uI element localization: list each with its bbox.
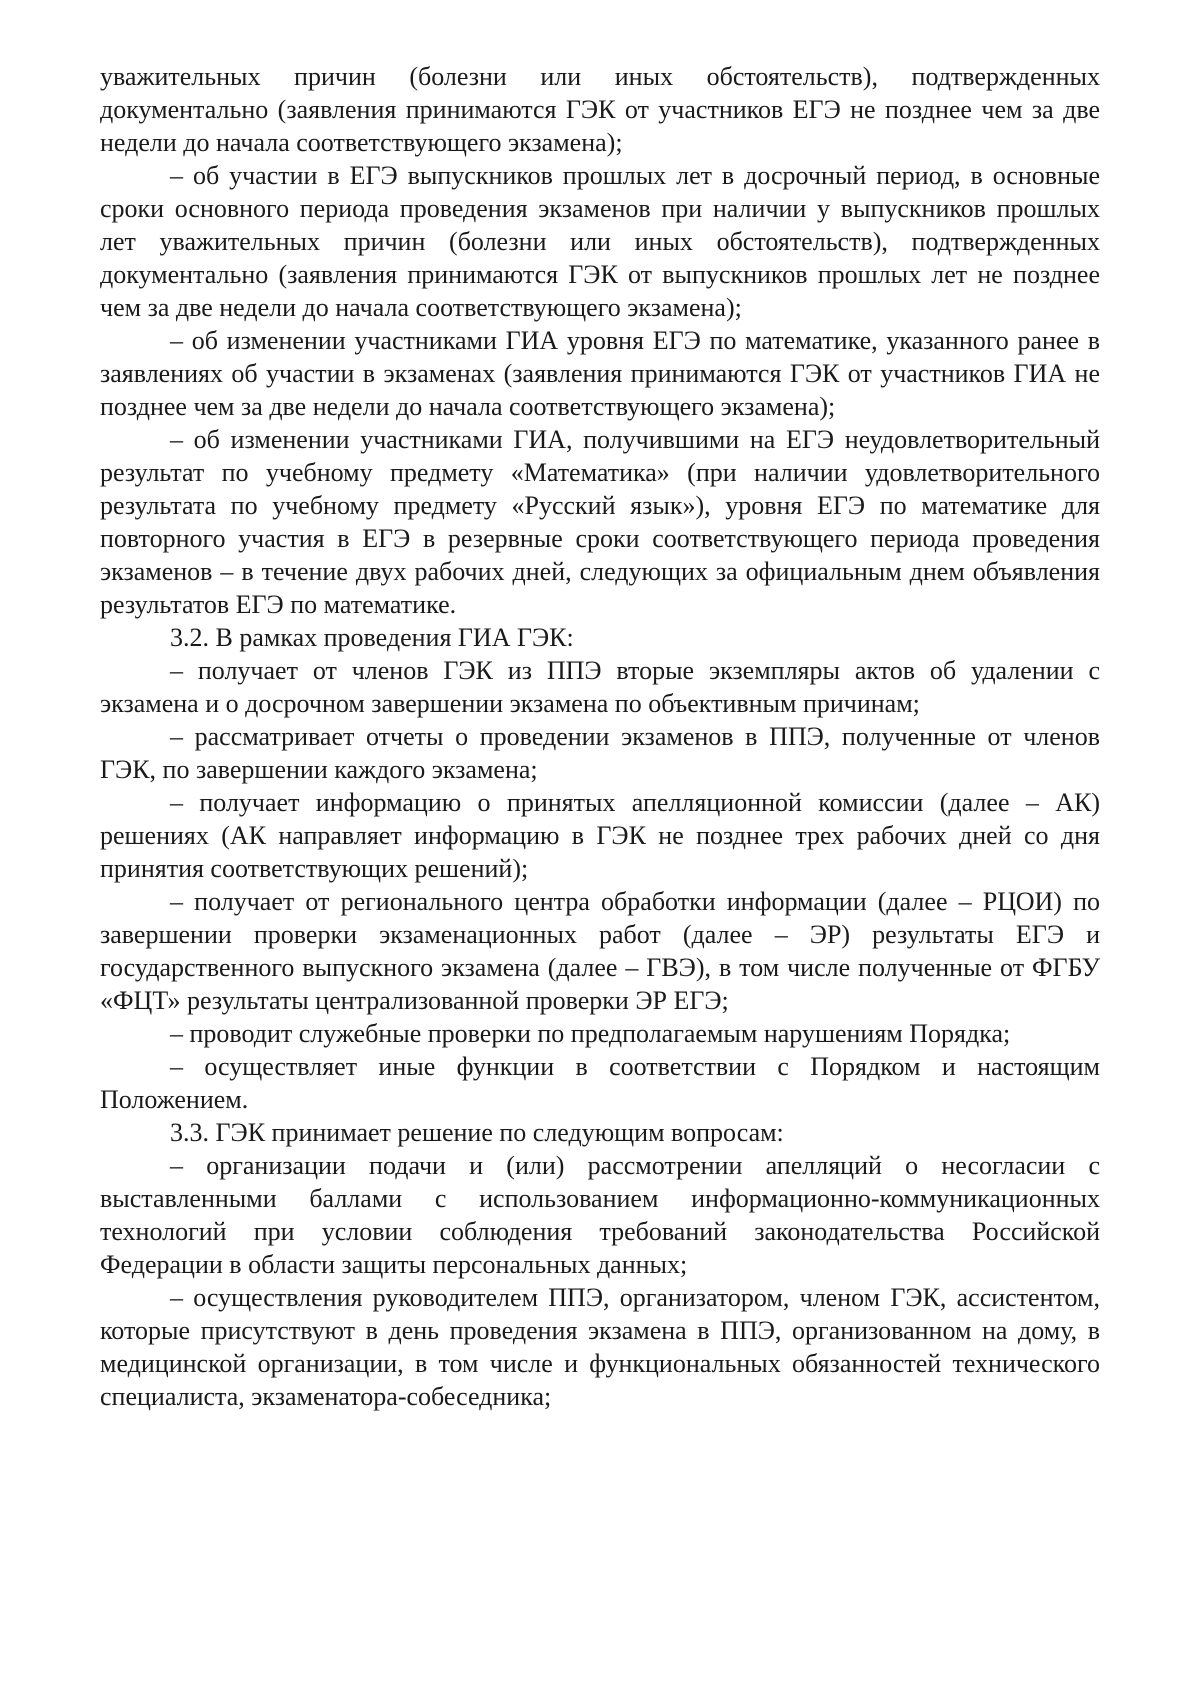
list-item: – проводит служебные проверки по предполагаемым нарушениям Порядка; — [170, 1019, 1011, 1048]
list-item: – об участии в ЕГЭ выпускников прошлых лет в досрочный период, в основные сроки основного периода проведения экзаменов при наличии у выпускников прошлых лет уважительных причин (болезни или иных обстоятельств), подтвержденных документально (заявления принимаются ГЭК от выпускников прошлых лет не позднее чем за две недели до начала соответствующего экзамена); — [100, 161, 1100, 322]
section-heading-3-2: 3.2. В рамках проведения ГИА ГЭК: — [170, 623, 574, 652]
list-item: – осуществления руководителем ППЭ, организатором, членом ГЭК, ассистентом, которые присутствуют в день проведения экзамена в ППЭ, организованном на дому, в медицинской организации, в том числе и функциональных обязанностей технического специалиста, экзаменатора-собеседника; — [100, 1283, 1100, 1411]
list-item: – об изменении участниками ГИА, получившими на ЕГЭ неудовлетворительный результат по учебному предмету «Математика» (при наличии удовлетворительного результата по учебному предмету «Русский язык»), уровня ЕГЭ по математике для повторного участия в ЕГЭ в резервные сроки соответствующего периода проведения экзаменов – в течение двух рабочих дней, следующих за официальным днем объявления результатов ЕГЭ по математике. — [100, 425, 1100, 619]
list-item: – рассматривает отчеты о проведении экзаменов в ППЭ, полученные от членов ГЭК, по завершении каждого экзамена; — [100, 722, 1100, 784]
list-item: – получает от регионального центра обработки информации (далее – РЦОИ) по завершении проверки экзаменационных работ (далее – ЭР) результаты ЕГЭ и государственного выпускного экзамена (далее – ГВЭ), в том числе полученные от ФГБУ «ФЦТ» результаты централизованной проверки ЭР ЕГЭ; — [100, 887, 1100, 1015]
list-item: – об изменении участниками ГИА уровня ЕГЭ по математике, указанного ранее в заявлениях об участии в экзаменах (заявления принимаются ГЭК от участников ГИА не позднее чем за две недели до начала соответствующего экзамена); — [100, 326, 1100, 421]
paragraph-continuation: уважительных причин (болезни или иных обстоятельств), подтвержденных документально (заявления принимаются ГЭК от участников ЕГЭ не позднее чем за две недели до начала соответствующего экзамена); — [100, 62, 1100, 157]
list-item: – получает от членов ГЭК из ППЭ вторые экземпляры актов об удалении с экзамена и о досрочном завершении экзамена по объективным причинам; — [100, 656, 1100, 718]
list-item: – получает информацию о принятых апелляционной комиссии (далее – АК) решениях (АК направляет информацию в ГЭК не позднее трех рабочих дней со дня принятия соответствующих решений); — [100, 788, 1100, 883]
list-item: – осуществляет иные функции в соответствии с Порядком и настоящим Положением. — [100, 1052, 1100, 1114]
section-heading-3-3: 3.3. ГЭК принимает решение по следующим вопросам: — [170, 1118, 784, 1147]
list-item: – организации подачи и (или) рассмотрении апелляций о несогласии с выставленными баллами с использованием информационно-коммуникационных технологий при условии соблюдения требований законодательства Российской Федерации в области защиты персональных данных; — [100, 1151, 1100, 1279]
